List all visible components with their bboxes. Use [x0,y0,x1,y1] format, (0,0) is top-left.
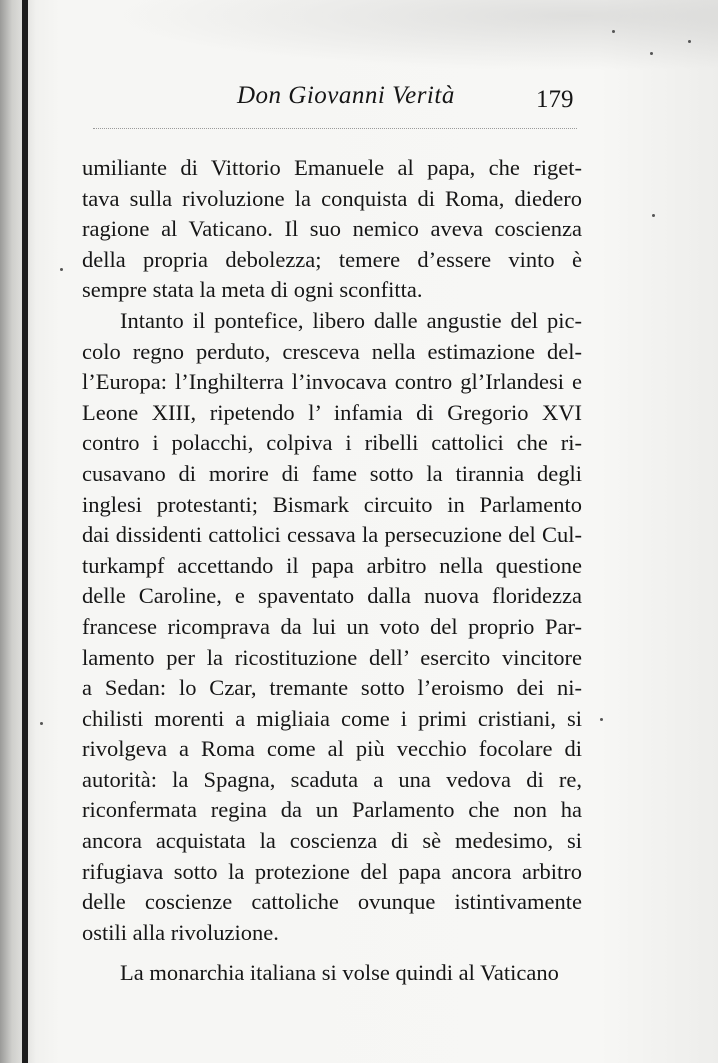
text-line: inglesi protestanti; Bismark circuito in Parlamento [82,491,582,517]
text-line: ostili alla rivoluzione. [82,919,279,945]
text-line: ancora acquistata la coscienza di sè medesimo, si [82,828,582,854]
text-line: autorità: la Spagna, scaduta a una vedova di re, [82,766,582,792]
scan-noise [30,0,718,80]
text-line: sempre stata la meta di ogni sconfitta. [82,277,423,303]
text-line: delle Caroline, e spaventato dalla nuova floridezza [82,583,582,609]
text-line: contro i polacchi, colpiva i ribelli cattolici che ri- [82,430,582,456]
text-line: colo regno perduto, cresceva nella estimazione del- [82,338,582,364]
scan-speck [652,214,655,217]
text-line: tava sulla rivoluzione la conquista di Roma, diedero [82,185,582,211]
paragraph-gap [82,948,582,958]
text-line: umiliante di Vittorio Emanuele al papa, che riget- [82,155,582,180]
text-line: turkampf accettando il papa arbitro nella questione [82,552,582,578]
scan-speck [688,40,691,43]
text-line: chilisti morenti a migliaia come i primi cristiani, si [82,705,582,731]
binding-shadow [0,0,36,1063]
text-line: francese ricomprava da lui un voto del proprio Par- [82,613,582,639]
text-line: lamento per la ricostituzione dell’ esercito vincitore [82,644,582,670]
text-line: delle coscienze cattoliche ovunque istintivamente [82,889,582,915]
scan-speck [60,268,63,271]
spine-edge [22,0,28,1063]
scan-speck [600,718,603,721]
body-text [82,153,582,989]
text-line: rifugiava sotto la protezione del papa ancora arbitro [82,858,582,884]
scan-speck [650,52,653,55]
page-number: 179 [536,86,574,113]
text-line: rivolgeva a Roma come al più vecchio focolare di [82,736,582,762]
text-line: riconfermata regina da un Parlamento che non ha [82,797,582,823]
text-line: ragione al Vaticano. Il suo nemico aveva coscienza [82,216,582,242]
text-line: La monarchia italiana si volse quindi al Vaticano [120,960,559,986]
text-line: a Sedan: lo Czar, tremante sotto l’eroismo dei ni- [82,675,582,701]
text-line: Leone XIII, ripetendo l’ infamia di Gregorio XVI [82,399,582,425]
text-line: Intanto il pontefice, libero dalle angustie del pic- [120,307,582,333]
header-rule [93,128,577,129]
running-title: Don Giovanni Verità [237,82,455,109]
scan-speck [40,722,43,725]
text-line: dai dissidenti cattolici cessava la persecuzione del Cul- [82,522,582,548]
scan-speck [612,30,615,33]
text-line: cusavano di morire di fame sotto la tirannia degli [82,460,582,486]
text-line: della propria debolezza; temere d’essere vinto è [82,246,582,272]
text-line: l’Europa: l’Inghilterra l’invocava contro gl’Irlandesi e [82,369,582,395]
